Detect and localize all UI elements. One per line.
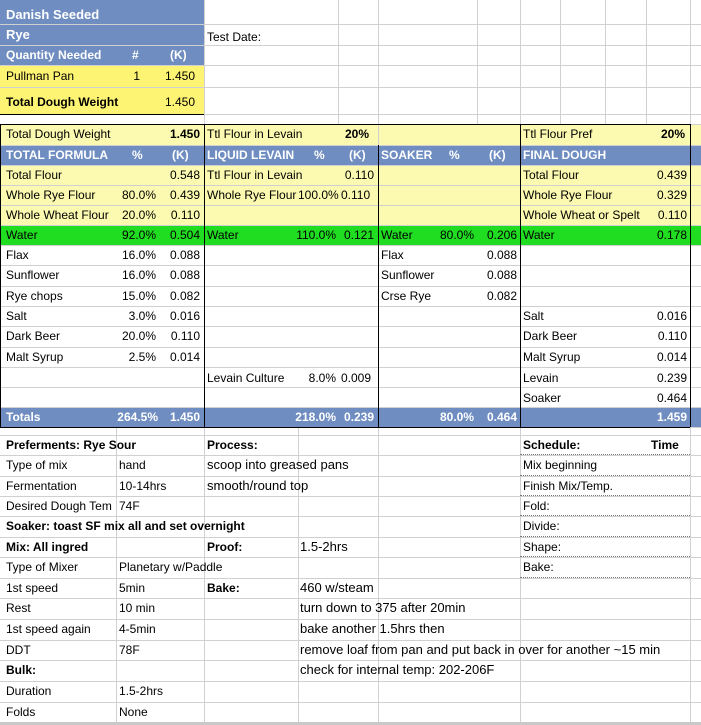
rye-chops-pct: 15.0%: [121, 289, 156, 303]
totals-pct: 264.5%: [117, 410, 158, 424]
formula-divider-2: [378, 145, 379, 427]
title-line-2: Rye: [6, 27, 30, 42]
malt-syrup-label: Malt Syrup: [6, 350, 64, 364]
desired-temp-label: Desired Dough Tem: [6, 499, 112, 513]
totals-soaker-k: 0.464: [486, 410, 517, 424]
header-k-3: (K): [489, 148, 506, 162]
whole-rye-label: Whole Rye Flour: [6, 188, 96, 202]
levain-whole-rye-k: 0.110: [341, 188, 371, 202]
pullman-label: Pullman Pan: [6, 69, 75, 83]
summary-tdw-label: Total Dough Weight: [6, 127, 111, 141]
header-final-dough: FINAL DOUGH: [523, 148, 607, 162]
fermentation-label: Fermentation: [6, 479, 77, 493]
sunflower-k: 0.088: [169, 268, 200, 282]
sunflower-label: Sunflower: [6, 268, 60, 282]
totals-fd-k: 1.459: [656, 410, 687, 424]
fd-levain-label: Levain: [523, 371, 559, 385]
bake-step-1: 460 w/steam: [300, 580, 374, 595]
type-of-mixer-value: Planetary w/Paddle: [119, 560, 223, 574]
summary-tdw-val: 1.450: [169, 127, 200, 141]
fd-whole-rye-label: Whole Rye Flour: [523, 188, 613, 202]
preferments-heading: Preferments: Rye Sour: [6, 438, 137, 452]
ddt-label: DDT: [6, 643, 31, 657]
levain-water-k: 0.121: [343, 228, 374, 242]
fd-dark-beer-label: Dark Beer: [523, 329, 578, 343]
flax-label: Flax: [6, 248, 29, 262]
formula-border-bottom: [0, 427, 690, 428]
rest-label: Rest: [6, 601, 31, 615]
formula-border-right: [690, 124, 691, 427]
type-of-mixer-label: Type of Mixer: [6, 560, 79, 574]
fermentation-value: 10-14hrs: [119, 479, 167, 493]
summary-pref-label: Ttl Flour Pref: [523, 127, 593, 141]
whole-rye-k: 0.439: [169, 188, 200, 202]
soaker-water-k: 0.206: [486, 228, 517, 242]
flax-pct: 16.0%: [121, 248, 156, 262]
salt-pct: 3.0%: [128, 309, 156, 323]
water-label: Water: [6, 228, 38, 242]
soaker-sunflower-label: Sunflower: [381, 268, 435, 282]
type-of-mix-value: hand: [119, 458, 146, 472]
bulk-heading: Bulk:: [6, 663, 36, 677]
ddt-value: 78F: [119, 643, 140, 657]
totals-soaker-pct: 80.0%: [439, 410, 474, 424]
first-speed-value: 5min: [119, 581, 146, 595]
desired-temp-value: 74F: [119, 499, 140, 513]
time-heading: Time: [651, 438, 679, 452]
bake-step-3: bake another 1.5hrs then: [300, 621, 445, 636]
soaker-water-label: Water: [381, 228, 413, 242]
rest-value: 10 min: [119, 601, 156, 615]
total-dough-top-label: Total Dough Weight: [6, 95, 119, 109]
formula-border-left: [0, 124, 1, 427]
bake-step-5: check for internal temp: 202-206F: [300, 662, 495, 677]
dark-beer-label: Dark Beer: [6, 329, 61, 343]
test-date-label: Test Date:: [207, 30, 262, 44]
rye-chops-k: 0.082: [169, 289, 200, 303]
title-line-1: Danish Seeded: [6, 7, 100, 22]
schedule-shape: Shape:: [523, 540, 562, 554]
process-step-1: scoop into greased pans: [207, 457, 349, 472]
schedule-finish-mix: Finish Mix/Temp.: [523, 479, 614, 493]
schedule-divide: Divide:: [523, 519, 560, 533]
header-k-2: (K): [349, 148, 366, 162]
fd-dark-beer-k: 0.110: [657, 329, 687, 343]
top-box-bottom: [0, 114, 204, 115]
header-pct-1: %: [132, 148, 143, 162]
salt-label: Salt: [6, 309, 27, 323]
type-of-mix-label: Type of mix: [6, 458, 68, 472]
levain-total-flour-label: Ttl Flour in Levain: [207, 168, 303, 182]
fd-salt-k: 0.016: [656, 309, 687, 323]
header-liquid-levain: LIQUID LEVAIN: [207, 148, 295, 162]
water-k: 0.504: [169, 228, 200, 242]
malt-syrup-k: 0.014: [169, 350, 200, 364]
schedule-mix-beginning: Mix beginning: [523, 458, 598, 472]
levain-culture-label: Levain Culture: [207, 371, 285, 385]
fd-malt-syrup-k: 0.014: [656, 350, 687, 364]
pullman-val: 1.450: [164, 69, 195, 83]
duration-value: 1.5-2hrs: [119, 684, 164, 698]
bake-label: Bake:: [207, 581, 240, 595]
soaker-crse-rye-k: 0.082: [486, 289, 517, 303]
levain-whole-rye-pct: 100.0%: [298, 188, 339, 202]
header-k-1: (K): [172, 148, 189, 162]
fd-total-flour-label: Total Flour: [523, 168, 580, 182]
proof-value: 1.5-2hrs: [300, 539, 348, 554]
levain-water-pct: 110.0%: [296, 228, 336, 242]
whole-wheat-k: 0.110: [170, 208, 200, 222]
summary-pref-pct: 20%: [660, 127, 685, 141]
levain-whole-rye-label: Whole Rye Flour: [207, 188, 297, 202]
totals-levain-k: 0.239: [343, 410, 374, 424]
soaker-flax-label: Flax: [381, 248, 404, 262]
first-speed-again-value: 4-5min: [119, 622, 156, 636]
whole-rye-pct: 80.0%: [121, 188, 156, 202]
fd-whole-wheat-label: Whole Wheat or Spelt: [523, 208, 640, 222]
soaker-crse-rye-label: Crse Rye: [381, 289, 432, 303]
quantity-needed-label: Quantity Needed: [6, 48, 102, 62]
schedule-fold: Fold:: [523, 499, 550, 513]
summary-levain-pct: 20%: [345, 127, 370, 141]
quantity-k: (K): [170, 48, 187, 62]
process-step-2: smooth/round top: [207, 478, 309, 493]
quantity-hash: #: [132, 48, 139, 62]
mix-all-heading: Mix: All ingred: [6, 540, 89, 554]
soaker-flax-k: 0.088: [486, 248, 517, 262]
duration-label: Duration: [6, 684, 52, 698]
bake-step-4: remove loaf from pan and put back in over for another ~15 min: [300, 642, 661, 657]
fd-whole-wheat-k: 0.110: [657, 208, 687, 222]
fd-salt-label: Salt: [523, 309, 544, 323]
header-soaker: SOAKER: [381, 148, 433, 162]
first-speed-again-label: 1st speed again: [6, 622, 91, 636]
levain-culture-k: 0.009: [341, 371, 372, 385]
whole-wheat-pct: 20.0%: [121, 208, 156, 222]
total-flour-k: 0.548: [169, 168, 200, 182]
bake-step-2: turn down to 375 after 20min: [300, 600, 466, 615]
schedule-dots-7: [520, 577, 690, 578]
totals-label: Totals: [6, 410, 41, 424]
summary-levain-label: Ttl Flour in Levain: [207, 127, 303, 141]
malt-syrup-pct: 2.5%: [128, 350, 156, 364]
total-flour-label: Total Flour: [6, 168, 63, 182]
fd-malt-syrup-label: Malt Syrup: [523, 350, 581, 364]
total-dough-top-val: 1.450: [164, 95, 195, 109]
water-pct: 92.0%: [121, 228, 156, 242]
first-speed-label: 1st speed: [6, 581, 59, 595]
fd-soaker-label: Soaker: [523, 391, 562, 405]
header-total-formula: TOTAL FORMULA: [6, 148, 108, 162]
levain-total-flour-k: 0.110: [344, 168, 374, 182]
process-heading: Process:: [207, 438, 258, 452]
schedule-heading: Schedule:: [523, 438, 581, 452]
formula-divider-3: [520, 124, 521, 427]
header-pct-2: %: [314, 148, 325, 162]
whole-wheat-label: Whole Wheat Flour: [6, 208, 109, 222]
folds-label: Folds: [6, 705, 36, 719]
salt-k: 0.016: [169, 309, 200, 323]
fd-water-label: Water: [523, 228, 555, 242]
fd-total-flour-k: 0.439: [656, 168, 687, 182]
levain-water-label: Water: [207, 228, 239, 242]
header-pct-3: %: [449, 148, 460, 162]
fd-water-k: 0.178: [656, 228, 687, 242]
soaker-water-pct: 80.0%: [439, 228, 474, 242]
soaker-note: Soaker: toast SF mix all and set overnight: [6, 519, 245, 533]
totals-k: 1.450: [169, 410, 200, 424]
totals-levain-pct: 218.0%: [295, 410, 336, 424]
fd-soaker-k: 0.464: [656, 391, 687, 405]
folds-value: None: [119, 705, 148, 719]
fd-levain-k: 0.239: [656, 371, 687, 385]
flax-k: 0.088: [169, 248, 200, 262]
dark-beer-k: 0.110: [170, 329, 200, 343]
formula-divider-1: [204, 124, 205, 427]
levain-culture-pct: 8.0%: [308, 371, 336, 385]
dark-beer-pct: 20.0%: [121, 329, 156, 343]
schedule-bake: Bake:: [523, 560, 554, 574]
soaker-sunflower-k: 0.088: [486, 268, 517, 282]
pullman-num: 1: [133, 69, 140, 83]
rye-chops-label: Rye chops: [6, 289, 63, 303]
sunflower-pct: 16.0%: [121, 268, 156, 282]
fd-whole-rye-k: 0.329: [656, 188, 687, 202]
proof-label: Proof:: [207, 540, 243, 554]
